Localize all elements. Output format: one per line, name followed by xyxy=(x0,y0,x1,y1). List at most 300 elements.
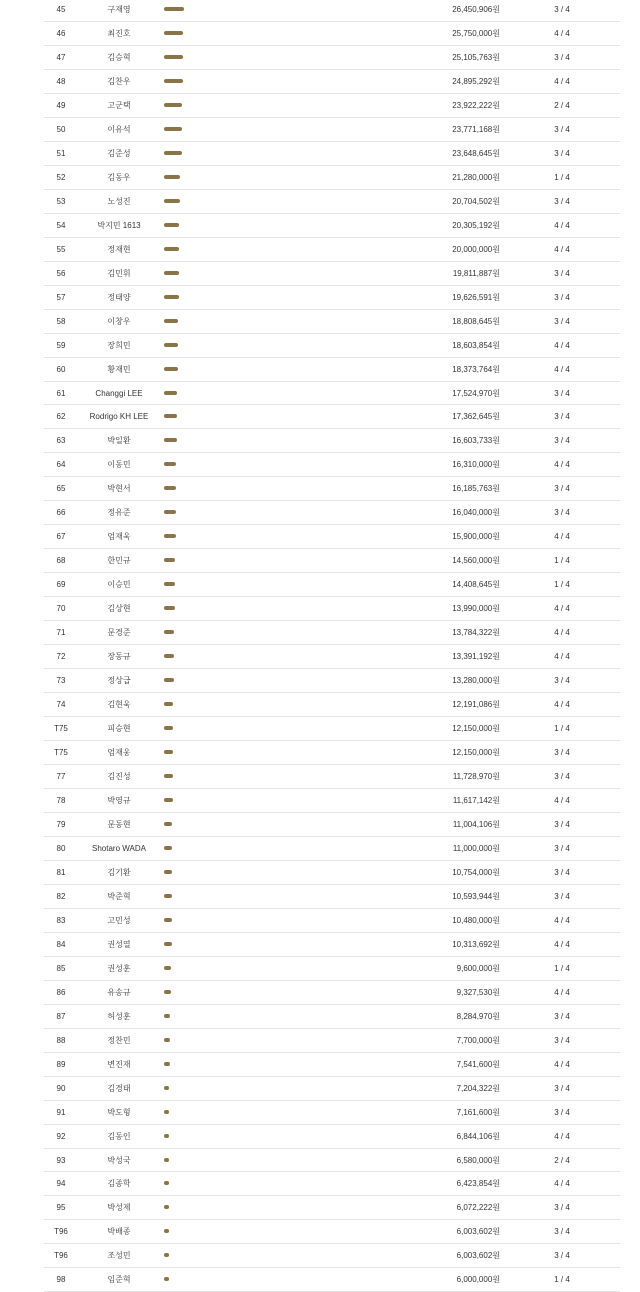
prize-bar xyxy=(164,798,173,802)
table-row[interactable] xyxy=(44,382,620,406)
rank-cell: 58 xyxy=(56,316,66,326)
table-row[interactable] xyxy=(44,573,620,597)
table-row[interactable] xyxy=(44,1172,620,1196)
player-name-link[interactable]: 김동인 xyxy=(107,1131,131,1141)
cut-count: 1 / 4 xyxy=(554,580,570,590)
table-row[interactable] xyxy=(44,693,620,717)
rank-cell: 93 xyxy=(56,1155,66,1165)
table-row[interactable] xyxy=(44,190,620,214)
prize-bar xyxy=(164,1277,169,1281)
player-name-link[interactable]: 김경태 xyxy=(107,1083,131,1093)
prize-bar xyxy=(164,966,171,970)
table-row[interactable] xyxy=(44,94,620,118)
table-row[interactable] xyxy=(44,477,620,501)
player-name-link[interactable]: 문동현 xyxy=(107,819,131,829)
prize-amount: 7,700,000원 xyxy=(456,1035,500,1045)
prize-amount: 19,626,591원 xyxy=(452,292,500,302)
player-name-link[interactable]: 김준성 xyxy=(107,148,131,158)
player-name-link[interactable]: 허성훈 xyxy=(107,1011,131,1021)
prize-amount: 14,408,645원 xyxy=(452,580,500,590)
prize-amount: 11,000,000원 xyxy=(452,843,500,853)
player-name-link[interactable]: 엄재웅 xyxy=(107,748,131,758)
table-row[interactable] xyxy=(44,46,620,70)
cut-count: 3 / 4 xyxy=(554,1227,570,1237)
table-row[interactable] xyxy=(44,118,620,142)
table-row[interactable] xyxy=(44,957,620,981)
rank-cell: 60 xyxy=(56,364,66,374)
table-row[interactable] xyxy=(44,501,620,525)
table-row[interactable] xyxy=(44,717,620,741)
rank-cell: 86 xyxy=(56,987,66,997)
player-name-link[interactable]: Changgi LEE xyxy=(95,388,143,398)
player-name-link[interactable]: 정태양 xyxy=(107,292,131,302)
prize-amount: 25,105,763원 xyxy=(452,52,500,62)
cut-count: 4 / 4 xyxy=(554,915,570,925)
prize-bar xyxy=(164,1014,170,1018)
prize-amount: 16,185,763원 xyxy=(452,484,500,494)
prize-amount: 18,373,764원 xyxy=(452,364,500,374)
player-name-link[interactable]: 권성훈 xyxy=(107,963,131,973)
prize-bar xyxy=(164,534,176,538)
table-row[interactable] xyxy=(44,286,620,310)
prize-amount: 24,895,292원 xyxy=(452,76,500,86)
player-name-link[interactable]: 박현서 xyxy=(107,484,131,494)
prize-bar xyxy=(164,702,173,706)
prize-amount: 19,811,887원 xyxy=(452,268,500,278)
player-name-link[interactable]: 김상현 xyxy=(107,604,131,614)
rank-cell: 88 xyxy=(56,1035,66,1045)
player-name-link[interactable]: 유송규 xyxy=(107,987,131,997)
rank-cell: 79 xyxy=(56,819,66,829)
rank-cell: 98 xyxy=(56,1275,66,1285)
cut-count: 4 / 4 xyxy=(554,604,570,614)
rank-cell: 81 xyxy=(56,867,66,877)
table-row[interactable] xyxy=(44,789,620,813)
player-name-link[interactable]: 변진재 xyxy=(107,1059,131,1069)
table-row[interactable] xyxy=(44,238,620,262)
player-name-link[interactable]: 권성열 xyxy=(107,939,131,949)
rank-cell: 80 xyxy=(56,843,66,853)
cut-count: 3 / 4 xyxy=(554,891,570,901)
prize-amount: 25,750,000원 xyxy=(452,28,500,38)
prize-bar xyxy=(164,510,176,514)
table-row[interactable] xyxy=(44,813,620,837)
prize-bar xyxy=(164,55,183,59)
table-row[interactable] xyxy=(44,358,620,382)
prize-amount: 16,040,000원 xyxy=(452,508,500,518)
prize-bar xyxy=(164,7,184,11)
table-row[interactable] xyxy=(44,429,620,453)
player-name-link[interactable]: 정유준 xyxy=(107,508,131,518)
player-name-link[interactable]: 최진호 xyxy=(107,28,131,38)
table-row[interactable] xyxy=(44,1053,620,1077)
rank-cell: 45 xyxy=(56,5,66,14)
player-name-link[interactable]: 김기환 xyxy=(107,867,131,877)
table-row[interactable] xyxy=(44,1268,620,1292)
cut-count: 4 / 4 xyxy=(554,1059,570,1069)
rank-cell: 74 xyxy=(56,700,66,710)
cut-count: 3 / 4 xyxy=(554,1107,570,1117)
prize-bar xyxy=(164,558,175,562)
prize-amount: 13,280,000원 xyxy=(452,676,500,686)
rank-cell: 56 xyxy=(56,268,66,278)
table-row[interactable] xyxy=(44,981,620,1005)
prize-bar xyxy=(164,1229,169,1233)
cut-count: 3 / 4 xyxy=(554,436,570,446)
table-row[interactable] xyxy=(44,1029,620,1053)
player-name-link[interactable]: 김동우 xyxy=(107,172,131,182)
prize-bar xyxy=(164,1110,169,1114)
prize-amount: 21,280,000원 xyxy=(452,172,500,182)
prize-bar xyxy=(164,726,173,730)
rank-cell: 49 xyxy=(56,100,66,110)
player-name-link[interactable]: 조성민 xyxy=(107,1251,131,1261)
player-name-link[interactable]: 김현욱 xyxy=(107,700,131,710)
prize-bar xyxy=(164,774,173,778)
cut-count: 3 / 4 xyxy=(554,316,570,326)
prize-amount: 13,784,322원 xyxy=(452,628,500,638)
table-row[interactable] xyxy=(44,214,620,238)
prize-bar xyxy=(164,199,180,203)
player-name-link[interactable]: 구재영 xyxy=(107,5,131,14)
rank-cell: 54 xyxy=(56,220,66,230)
player-name-link[interactable]: 김찬우 xyxy=(107,76,131,86)
prize-amount: 11,004,106원 xyxy=(452,819,500,829)
table-row[interactable] xyxy=(44,1196,620,1220)
prize-bar xyxy=(164,870,172,874)
rank-cell: 70 xyxy=(56,604,66,614)
rank-cell: 62 xyxy=(56,412,66,422)
cut-count: 1 / 4 xyxy=(554,556,570,566)
cut-count: 4 / 4 xyxy=(554,364,570,374)
prize-amount: 16,603,733원 xyxy=(452,436,500,446)
rank-cell: 89 xyxy=(56,1059,66,1069)
prize-amount: 26,450,906원 xyxy=(452,5,500,14)
rank-cell: 51 xyxy=(56,148,66,158)
player-name-link[interactable]: 박성국 xyxy=(107,1155,131,1165)
cut-count: 3 / 4 xyxy=(554,772,570,781)
prize-amount: 9,600,000원 xyxy=(456,963,500,973)
prize-amount: 6,423,854원 xyxy=(456,1179,500,1189)
player-name-link[interactable]: 고군택 xyxy=(107,100,131,110)
rank-cell: 82 xyxy=(56,891,66,901)
rank-cell: 59 xyxy=(56,340,66,350)
prize-amount: 12,150,000원 xyxy=(452,724,500,734)
table-row[interactable] xyxy=(44,765,620,789)
prize-bar xyxy=(164,1158,169,1162)
prize-amount: 18,603,854원 xyxy=(452,340,500,350)
rank-cell: 73 xyxy=(56,676,66,686)
rank-cell: 55 xyxy=(56,244,66,254)
prize-amount: 13,391,192원 xyxy=(452,652,500,662)
player-name-link[interactable]: 이동민 xyxy=(107,460,131,470)
table-row[interactable] xyxy=(44,0,620,22)
prize-amount: 7,161,600원 xyxy=(456,1107,500,1117)
prize-amount: 6,580,000원 xyxy=(456,1155,500,1165)
table-row[interactable] xyxy=(44,861,620,885)
table-row[interactable] xyxy=(44,1005,620,1029)
prize-money-ranking-table xyxy=(44,0,620,1292)
prize-bar xyxy=(164,894,172,898)
cut-count: 3 / 4 xyxy=(554,819,570,829)
table-row[interactable] xyxy=(44,645,620,669)
cut-count: 3 / 4 xyxy=(554,508,570,518)
player-name-link[interactable]: 김진성 xyxy=(107,772,131,781)
prize-bar xyxy=(164,1086,169,1090)
prize-amount: 12,191,086원 xyxy=(452,700,500,710)
cut-count: 3 / 4 xyxy=(554,5,570,14)
prize-bar xyxy=(164,846,172,850)
prize-amount: 12,150,000원 xyxy=(452,748,500,758)
rank-cell: 46 xyxy=(56,28,66,38)
prize-amount: 20,000,000원 xyxy=(452,244,500,254)
prize-bar xyxy=(164,486,176,490)
prize-bar xyxy=(164,654,174,658)
cut-count: 4 / 4 xyxy=(554,939,570,949)
prize-bar xyxy=(164,1253,169,1257)
rank-cell: 66 xyxy=(56,508,66,518)
prize-amount: 17,362,645원 xyxy=(452,412,500,422)
prize-bar xyxy=(164,31,183,35)
cut-count: 4 / 4 xyxy=(554,532,570,542)
cut-count: 4 / 4 xyxy=(554,987,570,997)
cut-count: 3 / 4 xyxy=(554,388,570,398)
prize-amount: 10,754,000원 xyxy=(452,867,500,877)
cut-count: 3 / 4 xyxy=(554,1203,570,1213)
table-row[interactable] xyxy=(44,142,620,166)
player-name-link[interactable]: 장희민 xyxy=(107,340,131,350)
rank-cell: T96 xyxy=(54,1227,68,1237)
cut-count: 3 / 4 xyxy=(554,1035,570,1045)
prize-bar xyxy=(164,942,172,946)
prize-amount: 13,990,000원 xyxy=(452,604,500,614)
player-name-link[interactable]: 문경준 xyxy=(107,628,131,638)
prize-bar xyxy=(164,438,177,442)
rank-cell: 78 xyxy=(56,795,66,805)
table-row[interactable] xyxy=(44,405,620,429)
table-row[interactable] xyxy=(44,909,620,933)
prize-amount: 23,648,645원 xyxy=(452,148,500,158)
table-row[interactable] xyxy=(44,885,620,909)
prize-bar xyxy=(164,127,182,131)
rank-cell: 85 xyxy=(56,963,66,973)
prize-amount: 7,204,322원 xyxy=(456,1083,500,1093)
player-name-link[interactable]: 피승현 xyxy=(107,724,131,734)
table-row[interactable] xyxy=(44,262,620,286)
cut-count: 3 / 4 xyxy=(554,843,570,853)
prize-bar xyxy=(164,343,178,347)
ranking-rows xyxy=(44,0,620,1292)
prize-bar xyxy=(164,367,178,371)
cut-count: 2 / 4 xyxy=(554,100,570,110)
prize-amount: 14,560,000원 xyxy=(452,556,500,566)
rank-cell: 83 xyxy=(56,915,66,925)
prize-amount: 11,728,970원 xyxy=(452,772,500,781)
player-name-link[interactable]: 황재민 xyxy=(107,364,131,374)
cut-count: 3 / 4 xyxy=(554,52,570,62)
prize-bar xyxy=(164,462,176,466)
table-row[interactable] xyxy=(44,70,620,94)
prize-bar xyxy=(164,295,179,299)
cut-count: 3 / 4 xyxy=(554,1251,570,1261)
rank-cell: 94 xyxy=(56,1179,66,1189)
prize-bar xyxy=(164,151,182,155)
player-name-link[interactable]: 박성제 xyxy=(107,1203,131,1213)
prize-amount: 20,704,502원 xyxy=(452,196,500,206)
cut-count: 4 / 4 xyxy=(554,460,570,470)
rank-cell: 63 xyxy=(56,436,66,446)
prize-amount: 20,305,192원 xyxy=(452,220,500,230)
table-row[interactable] xyxy=(44,334,620,358)
prize-bar xyxy=(164,103,182,107)
prize-amount: 6,072,222원 xyxy=(456,1203,500,1213)
prize-amount: 10,480,000원 xyxy=(452,915,500,925)
rank-cell: 53 xyxy=(56,196,66,206)
rank-cell: 84 xyxy=(56,939,66,949)
table-row[interactable] xyxy=(44,1101,620,1125)
cut-count: 3 / 4 xyxy=(554,124,570,134)
player-name-link[interactable]: 한민규 xyxy=(107,556,131,566)
table-row[interactable] xyxy=(44,1125,620,1149)
prize-bar xyxy=(164,990,171,994)
cut-count: 4 / 4 xyxy=(554,628,570,638)
rank-cell: 47 xyxy=(56,52,66,62)
table-row[interactable] xyxy=(44,1220,620,1244)
prize-bar xyxy=(164,606,175,610)
table-row[interactable] xyxy=(44,837,620,861)
prize-amount: 7,541,600원 xyxy=(456,1059,500,1069)
rank-cell: 69 xyxy=(56,580,66,590)
cut-count: 4 / 4 xyxy=(554,340,570,350)
prize-amount: 16,310,000원 xyxy=(452,460,500,470)
table-row[interactable] xyxy=(44,525,620,549)
prize-bar xyxy=(164,223,179,227)
player-name-link[interactable]: 이유석 xyxy=(107,124,131,134)
rank-cell: 87 xyxy=(56,1011,66,1021)
prize-amount: 8,284,970원 xyxy=(456,1011,500,1021)
prize-bar xyxy=(164,582,175,586)
cut-count: 3 / 4 xyxy=(554,867,570,877)
player-name-link[interactable]: 정찬민 xyxy=(107,1035,131,1045)
prize-bar xyxy=(164,414,177,418)
player-name-link[interactable]: 장동규 xyxy=(107,652,131,662)
prize-amount: 15,900,000원 xyxy=(452,532,500,542)
prize-amount: 11,617,142원 xyxy=(452,795,500,805)
player-name-link[interactable]: 김승혁 xyxy=(107,52,131,62)
player-name-link[interactable]: Shotaro WADA xyxy=(92,843,146,853)
player-name-link[interactable]: 이창우 xyxy=(107,316,131,326)
rank-cell: T96 xyxy=(54,1251,68,1261)
prize-bar xyxy=(164,271,179,275)
cut-count: 3 / 4 xyxy=(554,1011,570,1021)
rank-cell: T75 xyxy=(54,748,68,758)
cut-count: 4 / 4 xyxy=(554,220,570,230)
cut-count: 4 / 4 xyxy=(554,76,570,86)
player-name-link[interactable]: 박배종 xyxy=(107,1227,131,1237)
table-row[interactable] xyxy=(44,310,620,334)
prize-bar xyxy=(164,1062,170,1066)
player-name-link[interactable]: 박일환 xyxy=(107,436,131,446)
rank-cell: 57 xyxy=(56,292,66,302)
rank-cell: 68 xyxy=(56,556,66,566)
table-row[interactable] xyxy=(44,1077,620,1101)
rank-cell: 71 xyxy=(56,628,66,638)
table-row[interactable] xyxy=(44,1244,620,1268)
player-name-link[interactable]: 박도형 xyxy=(107,1107,131,1117)
prize-bar xyxy=(164,1134,169,1138)
prize-amount: 23,922,222원 xyxy=(452,100,500,110)
prize-amount: 10,313,692원 xyxy=(452,939,500,949)
player-name-link[interactable]: 정재현 xyxy=(107,244,131,254)
table-row[interactable] xyxy=(44,549,620,573)
prize-bar xyxy=(164,750,173,754)
cut-count: 3 / 4 xyxy=(554,196,570,206)
table-row[interactable] xyxy=(44,597,620,621)
table-row[interactable] xyxy=(44,669,620,693)
rank-cell: 92 xyxy=(56,1131,66,1141)
prize-amount: 23,771,168원 xyxy=(452,124,500,134)
cut-count: 1 / 4 xyxy=(554,172,570,182)
prize-bar xyxy=(164,678,174,682)
table-row[interactable] xyxy=(44,453,620,477)
cut-count: 4 / 4 xyxy=(554,244,570,254)
cut-count: 3 / 4 xyxy=(554,748,570,758)
cut-count: 4 / 4 xyxy=(554,1131,570,1141)
player-name-link[interactable]: 박준혁 xyxy=(107,891,131,901)
player-name-link[interactable]: 박지민 1613 xyxy=(97,220,141,230)
prize-bar xyxy=(164,1181,169,1185)
rank-cell: T75 xyxy=(54,724,68,734)
prize-bar xyxy=(164,822,172,826)
player-name-link[interactable]: 김종학 xyxy=(107,1179,131,1189)
player-name-link[interactable]: 노성진 xyxy=(107,196,131,206)
prize-bar xyxy=(164,630,174,634)
prize-amount: 6,003,602원 xyxy=(456,1251,500,1261)
rank-cell: 64 xyxy=(56,460,66,470)
player-name-link[interactable]: 박영규 xyxy=(107,795,131,805)
rank-cell: 65 xyxy=(56,484,66,494)
table-row[interactable] xyxy=(44,933,620,957)
prize-amount: 10,593,944원 xyxy=(452,891,500,901)
cut-count: 3 / 4 xyxy=(554,676,570,686)
prize-amount: 17,524,970원 xyxy=(452,388,500,398)
prize-amount: 9,327,530원 xyxy=(456,987,500,997)
prize-amount: 6,000,000원 xyxy=(456,1275,500,1285)
prize-amount: 18,808,645원 xyxy=(452,316,500,326)
table-row[interactable] xyxy=(44,22,620,46)
player-name-link[interactable]: 고민성 xyxy=(107,915,131,925)
prize-bar xyxy=(164,391,177,395)
player-name-link[interactable]: 엄재욱 xyxy=(107,532,131,542)
prize-bar xyxy=(164,79,183,83)
prize-amount: 6,003,602원 xyxy=(456,1227,500,1237)
table-row[interactable] xyxy=(44,1149,620,1173)
cut-count: 1 / 4 xyxy=(554,1275,570,1285)
table-row[interactable] xyxy=(44,621,620,645)
table-row[interactable] xyxy=(44,166,620,190)
table-row[interactable] xyxy=(44,741,620,765)
player-name-link[interactable]: 정상급 xyxy=(107,676,131,686)
cut-count: 3 / 4 xyxy=(554,484,570,494)
cut-count: 4 / 4 xyxy=(554,28,570,38)
player-name-link[interactable]: Rodrigo KH LEE xyxy=(89,412,149,422)
player-name-link[interactable]: 임준혁 xyxy=(107,1275,131,1285)
player-name-link[interactable]: 김민휘 xyxy=(107,268,131,278)
cut-count: 4 / 4 xyxy=(554,652,570,662)
rank-cell: 67 xyxy=(56,532,66,542)
cut-count: 3 / 4 xyxy=(554,268,570,278)
player-name-link[interactable]: 이승민 xyxy=(107,580,131,590)
